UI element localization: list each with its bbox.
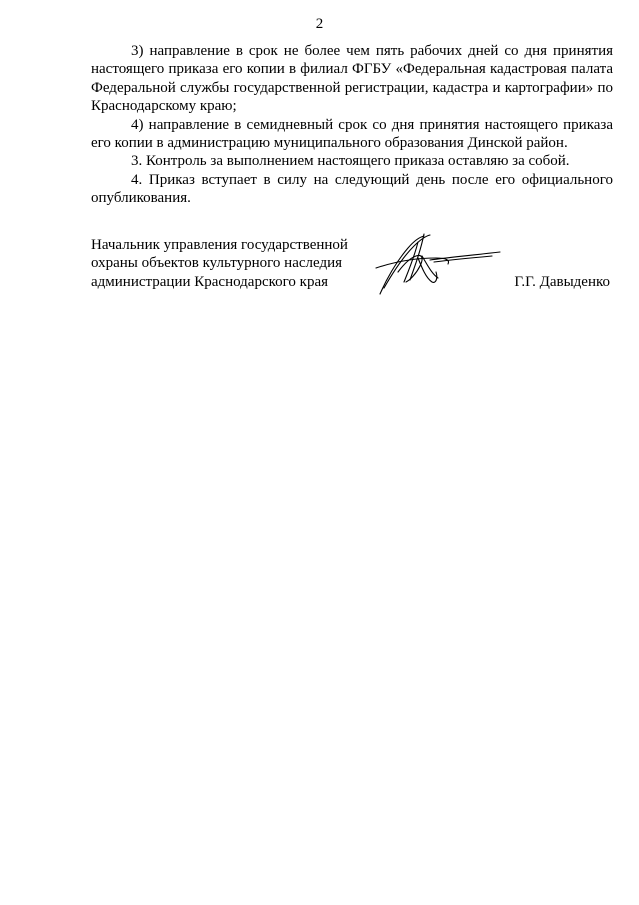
signer-title-line: Начальник управления государственной (91, 237, 348, 253)
page-number: 2 (315, 16, 324, 32)
signer-title-line: администрации Краснодарского края (91, 273, 329, 290)
document-body (91, 42, 613, 208)
paragraph-effective-date: 4. Приказ вступает в силу на следующий день после его официального опубликования. (91, 171, 613, 207)
signer-title-line: охраны объектов культурного наследия (91, 255, 343, 272)
signer-title (91, 236, 371, 291)
handwritten-signature (374, 228, 504, 298)
paragraph-item-4: 4) направление в семидневный срок со дня принятия настоящего приказа его копии в администрацию муниципального образования Динской район. (91, 116, 613, 152)
paragraph-item-3: 3) направление в срок не более чем пять рабочих дней со дня принятия настоящего приказа его копии в филиал ФГБУ «Федеральная кадастровая палата Федеральной службы государственной регистрации, кадастра и картографии» по Краснодарскому краю; (91, 43, 613, 115)
signature-block (91, 236, 613, 306)
signer-name: Г.Г. Давыденко (514, 274, 610, 290)
paragraph-control: 3. Контроль за выполнением настоящего приказа оставляю за собой. (131, 153, 570, 170)
